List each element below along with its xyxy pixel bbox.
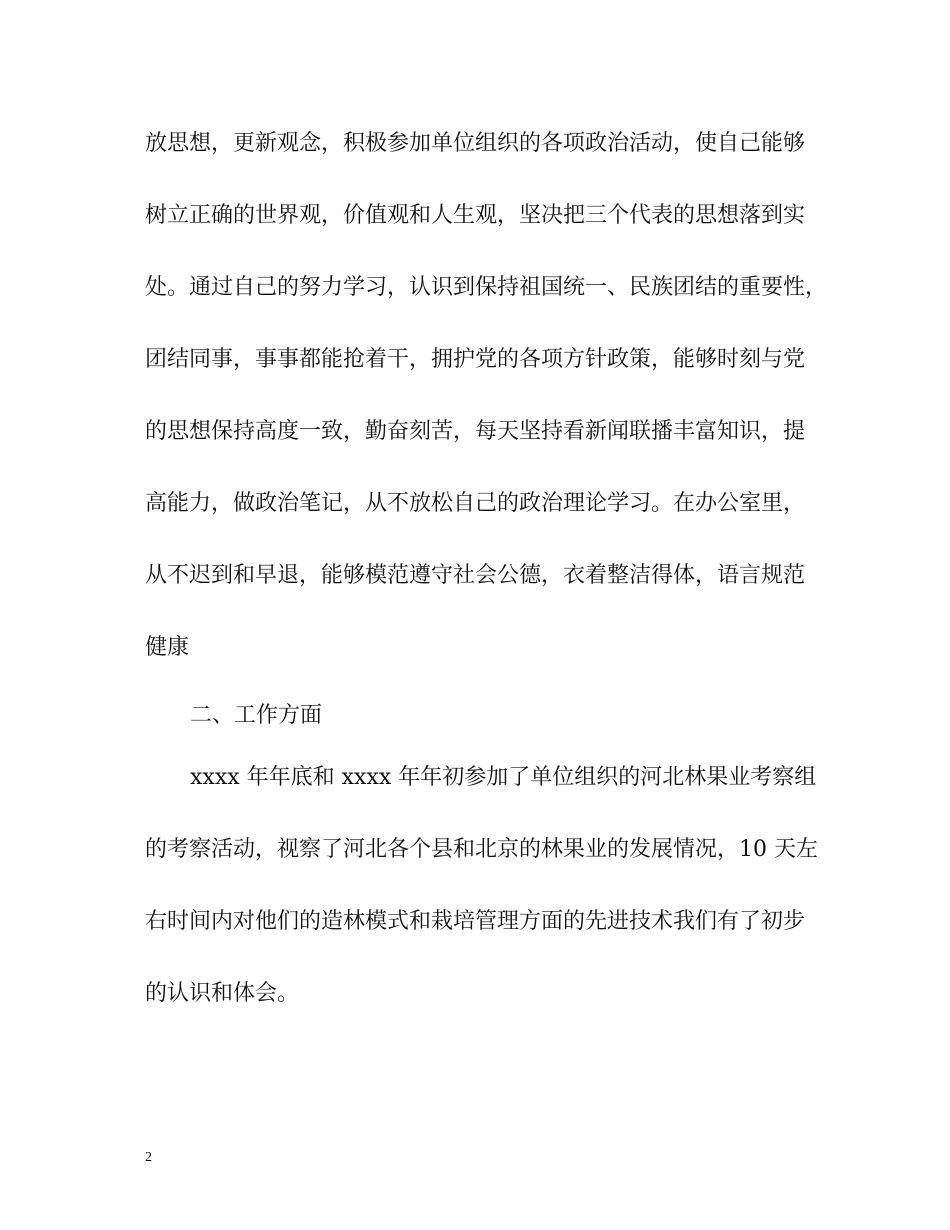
section-paragraph-line-3: 右时间内对他们的造林模式和栽培管理方面的先进技术我们有了初步 (145, 909, 806, 934)
body-text-line-4: 团结同事，事事都能抢着干，拥护党的各项方针政策，能够时刻与党 (145, 347, 806, 372)
body-text-line-6: 高能力，做政治笔记，从不放松自己的政治理论学习。在办公室里， (145, 491, 806, 516)
section-heading: 二、工作方面 (190, 703, 323, 728)
body-text-line-5: 的思想保持高度一致，勤奋刻苦，每天坚持看新闻联播丰富知识，提 (145, 419, 806, 444)
section-paragraph-line-1: xxxx 年年底和 xxxx 年年初参加了单位组织的河北林果业考察组 (190, 765, 817, 790)
section-paragraph-line-2: 的考察活动，视察了河北各个县和北京的林果业的发展情况，10 天左 (145, 837, 818, 862)
body-text-line-2: 树立正确的世界观，价值观和人生观，坚决把三个代表的思想落到实 (145, 203, 806, 228)
body-text-line-3: 处。通过自己的努力学习，认识到保持祖国统一、民族团结的重要性， (145, 275, 828, 300)
section-paragraph-line-4: 的认识和体会。 (145, 981, 300, 1006)
body-text-line-8: 健康 (145, 635, 190, 660)
page-number: 2 (145, 1150, 152, 1165)
body-text-line-1: 放思想，更新观念，积极参加单位组织的各项政治活动，使自己能够 (145, 131, 806, 156)
body-text-line-7: 从不迟到和早退，能够模范遵守社会公德，衣着整洁得体，语言规范 (145, 563, 806, 588)
